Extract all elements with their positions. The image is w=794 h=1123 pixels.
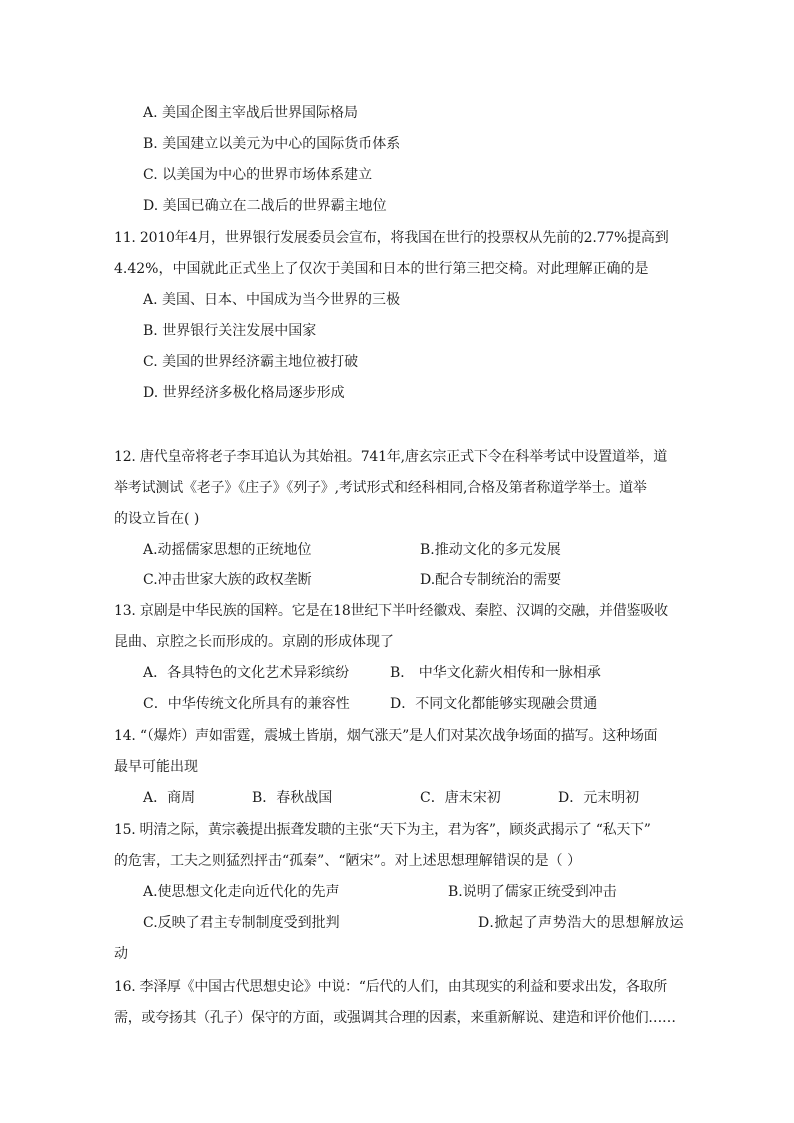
q11-option-b: B. 世界银行关注发展中国家	[143, 323, 317, 339]
q12-option-b: B.推动文化的多元发展	[420, 542, 561, 558]
q14-option-b: B．春秋战国	[252, 790, 333, 806]
q15-option-d: D.掀起了声势浩大的思想解放运	[478, 915, 685, 931]
q12-stem-line3: 的设立旨在( )	[114, 511, 200, 527]
q11-option-c: C. 美国的世界经济霸主地位被打破	[143, 354, 359, 370]
q11-option-a: A. 美国、日本、中国成为当今世界的三极	[143, 292, 401, 308]
q15-stem-line2: 的危害，工夫之则猛烈抨击“孤秦”、“陋宋”。对上述思想理解错误的是（ ）	[114, 853, 582, 869]
q11-option-d: D. 世界经济多极化格局逐步形成	[143, 385, 345, 401]
q13-stem-line1: 13. 京剧是中华民族的国粹。它是在18世纪下半叶经徽戏、秦腔、汉调的交融，并借鉴吸收	[114, 603, 668, 619]
q13-option-a: A．各具特色的文化艺术异彩缤纷	[143, 665, 350, 681]
q10-option-c: C. 以美国为中心的世界市场体系建立	[143, 167, 373, 183]
q12-option-a: A.动摇儒家思想的正统地位	[143, 542, 312, 558]
q14-option-c: C．唐末宋初	[420, 790, 501, 806]
q15-stem-line1: 15. 明清之际，黄宗羲提出振聋发聩的主张“天下为主，君为客”，顾炎武揭示了 “私天下”	[114, 822, 651, 838]
q12-option-c: C.冲击世家大族的政权垄断	[143, 572, 312, 588]
q10-option-b: B. 美国建立以美元为中心的国际货币体系	[143, 136, 401, 152]
q12-option-d: D.配合专制统治的需要	[420, 572, 562, 588]
q10-option-d: D. 美国已确立在二战后的世界霸主地位	[143, 198, 387, 214]
q15-option-b: B.说明了儒家正统受到冲击	[448, 884, 617, 900]
q14-option-d: D．元末明初	[558, 790, 640, 806]
q12-stem-line1: 12. 唐代皇帝将老子李耳追认为其始祖。741年,唐玄宗正式下令在科举考试中设置道举，道	[114, 449, 668, 465]
q14-stem-line1: 14. “（爆炸）声如雷霆，震城土皆崩，烟气涨天”是人们对某次战争场面的描写。这种场面	[114, 728, 658, 744]
q13-option-c: C．中华传统文化所具有的兼容性	[143, 696, 350, 712]
q10-option-a: A. 美国企图主宰战后世界国际格局	[143, 105, 359, 121]
q15-option-a: A.使思想文化走向近代化的先声	[143, 884, 340, 900]
q11-stem-line1: 11. 2010年4月，世界银行发展委员会宣布，将我国在世行的投票权从先前的2.77%提高到	[114, 230, 669, 246]
q13-stem-line2: 昆曲、京腔之长而形成的。京剧的形成体现了	[114, 634, 394, 650]
q14-option-a: A．商周	[143, 790, 196, 806]
q13-option-b: B． 中华文化薪火相传和一脉相承	[390, 665, 601, 681]
q12-stem-line2: 举考试测试《老子》《庄子》《列子》,考试形式和经科相同,合格及第者称道学举士。道举	[114, 480, 647, 496]
q16-stem-line1: 16. 李泽厚《中国古代思想史论》中说：“后代的人们，由其现实的利益和要求出发，各取所	[114, 979, 667, 995]
q14-stem-line2: 最早可能出现	[114, 759, 198, 775]
q16-stem-line2: 需，或夸扬其（孔子）保守的方面，或强调其合理的因素，来重新解说、建造和评价他们……	[114, 1010, 676, 1026]
q15-option-c: C.反映了君主专制制度受到批判	[143, 915, 340, 931]
q11-stem-line2: 4.42%，中国就此正式坐上了仅次于美国和日本的世行第三把交椅。对此理解正确的是	[114, 261, 649, 277]
q15-option-d-wrap: 动	[114, 946, 128, 962]
q13-option-d: D．不同文化都能够实现融会贯通	[390, 696, 598, 712]
